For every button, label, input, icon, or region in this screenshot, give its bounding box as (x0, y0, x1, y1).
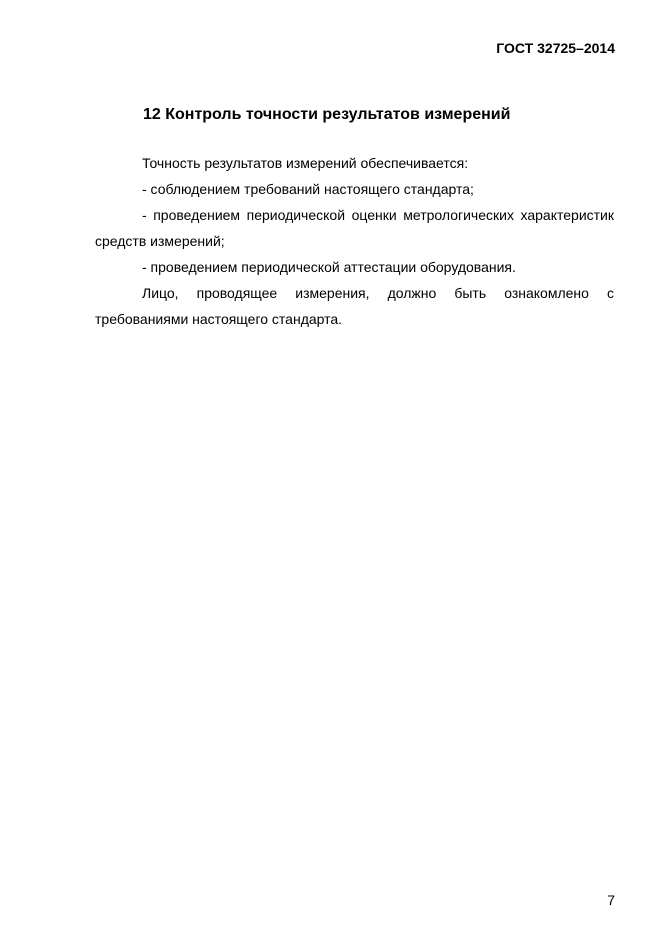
list-item: - проведением периодической оценки метрологических характеристик средств измерений; (95, 207, 614, 249)
paragraph-responsibility: Лицо, проводящее измерения, должно быть ознакомлено с требованиями настоящего стандарта. (95, 285, 614, 327)
page-number: 7 (607, 892, 615, 908)
document-code: ГОСТ 32725–2014 (496, 40, 615, 56)
section-body (95, 150, 614, 332)
section-title: 12 Контроль точности результатов измерений (143, 106, 511, 123)
paragraph-intro: Точность результатов измерений обеспечивается: (142, 155, 469, 171)
list-item: - соблюдением требований настоящего стандарта; (142, 181, 474, 197)
list-item: - проведением периодической аттестации оборудования. (142, 259, 516, 275)
